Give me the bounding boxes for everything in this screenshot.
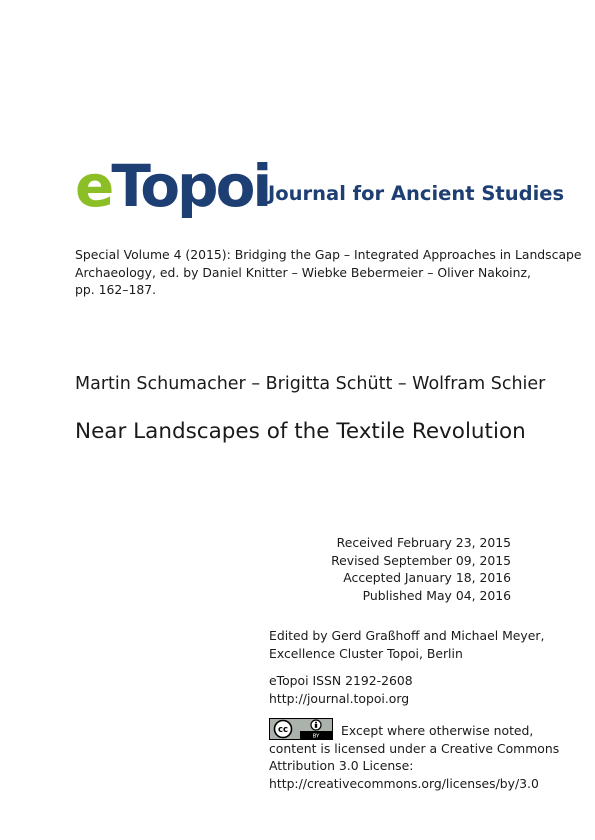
authors: Martin Schumacher – Brigitta Schütt – Wolfram Schier bbox=[75, 374, 546, 394]
date-published: Published May 04, 2016 bbox=[362, 587, 511, 603]
logo-word-topoi: Topoi bbox=[111, 152, 270, 220]
edited-by-line: Edited by Gerd Graßhoff and Michael Meyer, bbox=[269, 628, 545, 643]
license-line: Except where otherwise noted, bbox=[341, 723, 534, 738]
special-volume-info bbox=[75, 246, 582, 299]
license-notice bbox=[269, 722, 560, 792]
license-line: Attribution 3.0 License: bbox=[269, 758, 414, 773]
issn-info bbox=[269, 672, 413, 707]
license-url[interactable]: http://creativecommons.org/licenses/by/3.0 bbox=[269, 775, 539, 791]
date-received: Received February 23, 2015 bbox=[336, 535, 511, 550]
special-volume-line: Special Volume 4 (2015): Bridging the Gap – Integrated Approaches in Landscape bbox=[75, 247, 582, 262]
article-title: Near Landscapes of the Textile Revolution bbox=[75, 419, 526, 444]
etopoi-logo bbox=[75, 151, 269, 221]
logo-letter-e: e bbox=[75, 152, 112, 220]
special-volume-line: pp. 162–187. bbox=[75, 282, 157, 297]
special-volume-line: Archaeology, ed. by Daniel Knitter – Wiebke Bebermeier – Oliver Nakoinz, bbox=[75, 264, 531, 280]
edited-by-line: Excellence Cluster Topoi, Berlin bbox=[269, 645, 463, 661]
issn-line: eTopoi ISSN 2192-2608 bbox=[269, 673, 413, 688]
journal-url[interactable]: http://journal.topoi.org bbox=[269, 690, 410, 706]
publication-dates bbox=[331, 534, 511, 604]
by-badge-label: BY bbox=[312, 733, 320, 739]
cc-badge-label: cc bbox=[277, 725, 289, 736]
journal-title: Journal for Ancient Studies bbox=[268, 182, 565, 205]
date-revised: Revised September 09, 2015 bbox=[331, 552, 511, 568]
license-line: content is licensed under a Creative Commons bbox=[269, 740, 560, 756]
date-accepted: Accepted January 18, 2016 bbox=[343, 570, 511, 585]
edited-by bbox=[269, 627, 544, 662]
